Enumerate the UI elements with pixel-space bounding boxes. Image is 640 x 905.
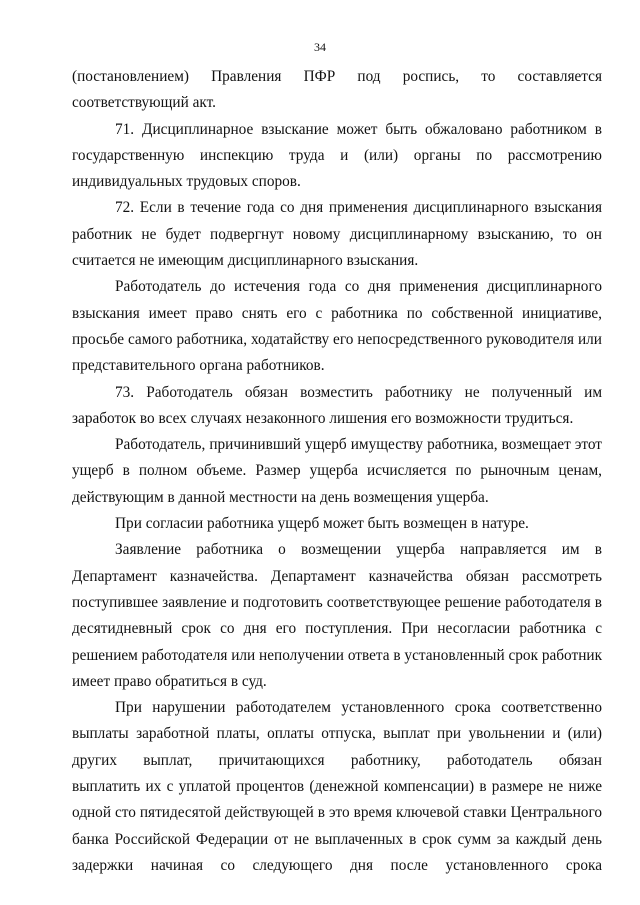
text-line: 73. Работодатель обязан возместить работнику не полученный им [115, 383, 602, 401]
text-line: взыскания имеет право снять его с работника по собственной инициативе, [72, 304, 602, 322]
text-line: 72. Если в течение года со дня применения дисциплинарного взыскания [115, 199, 602, 217]
paragraph [72, 117, 602, 196]
text-line: одной сто пятидесятой действующей в это время ключевой ставки Центрального [72, 804, 602, 822]
text-line: Работодатель, причинивший ущерб имуществу работника, возмещает этот [115, 436, 602, 454]
text-line: действующим в данной местности на день возмещения ущерба. [72, 488, 489, 506]
paragraph [72, 64, 602, 117]
text-line: просьбе самого работника, ходатайству его непосредственного руководителя или [72, 330, 602, 348]
text-line: других выплат, причитающихся работнику, работодатель обязан [72, 751, 602, 769]
text-line: банка Российской Федерации от не выплаченных в срок сумм за каждый день [72, 830, 602, 848]
paragraph [72, 537, 602, 695]
text-line: ущерб в полном объеме. Размер ущерба исчисляется по рыночным ценам, [72, 462, 602, 480]
text-line: соответствующий акт. [72, 94, 216, 112]
text-line: поступившее заявление и подготовить соответствующее решение работодателя в [72, 593, 602, 611]
text-line: заработок во всех случаях незаконного лишения его возможности трудиться. [72, 409, 574, 427]
text-line: решением работодателя или неполучении ответа в установленный срок работник [72, 646, 602, 664]
text-line: Работодатель до истечения года со дня применения дисциплинарного [115, 278, 602, 296]
text-line: индивидуальных трудовых споров. [72, 173, 301, 191]
paragraph [72, 195, 602, 274]
text-line: государственную инспекцию труда и (или) органы по рассмотрению [72, 146, 602, 164]
document-body [72, 64, 602, 879]
text-line: представительного органа работников. [72, 357, 325, 375]
text-line: 71. Дисциплинарное взыскание может быть обжаловано работником в [115, 120, 602, 138]
text-line: десятидневный срок со дня его поступления. При несогласии работника с [72, 620, 602, 638]
text-line: При согласии работника ущерб может быть возмещен в натуре. [115, 515, 529, 533]
text-line: задержки начиная со следующего дня после установленного срока [72, 856, 602, 874]
text-line: Департамент казначейства. Департамент казначейства обязан рассмотреть [72, 567, 602, 585]
paragraph [72, 274, 602, 379]
text-line: При нарушении работодателем установленного срока соответственно [115, 699, 602, 717]
paragraph [72, 432, 602, 511]
paragraph [72, 380, 602, 433]
text-line: работник не будет подвергнут новому дисциплинарному взысканию, то он [72, 225, 602, 243]
text-line: выплаты заработной платы, оплаты отпуска, выплат при увольнении и (или) [72, 725, 602, 743]
page-number: 34 [314, 40, 326, 54]
paragraph [72, 511, 602, 537]
text-line: Заявление работника о возмещении ущерба направляется им в [115, 541, 602, 559]
text-line: имеет право обратиться в суд. [72, 672, 267, 690]
text-line: считается не имеющим дисциплинарного взыскания. [72, 252, 419, 270]
text-line: (постановлением) Правления ПФР под роспись, то составляется [72, 68, 602, 85]
paragraph [72, 695, 602, 879]
text-line: выплатить их с уплатой процентов (денежной компенсации) в размере не ниже [72, 778, 602, 796]
